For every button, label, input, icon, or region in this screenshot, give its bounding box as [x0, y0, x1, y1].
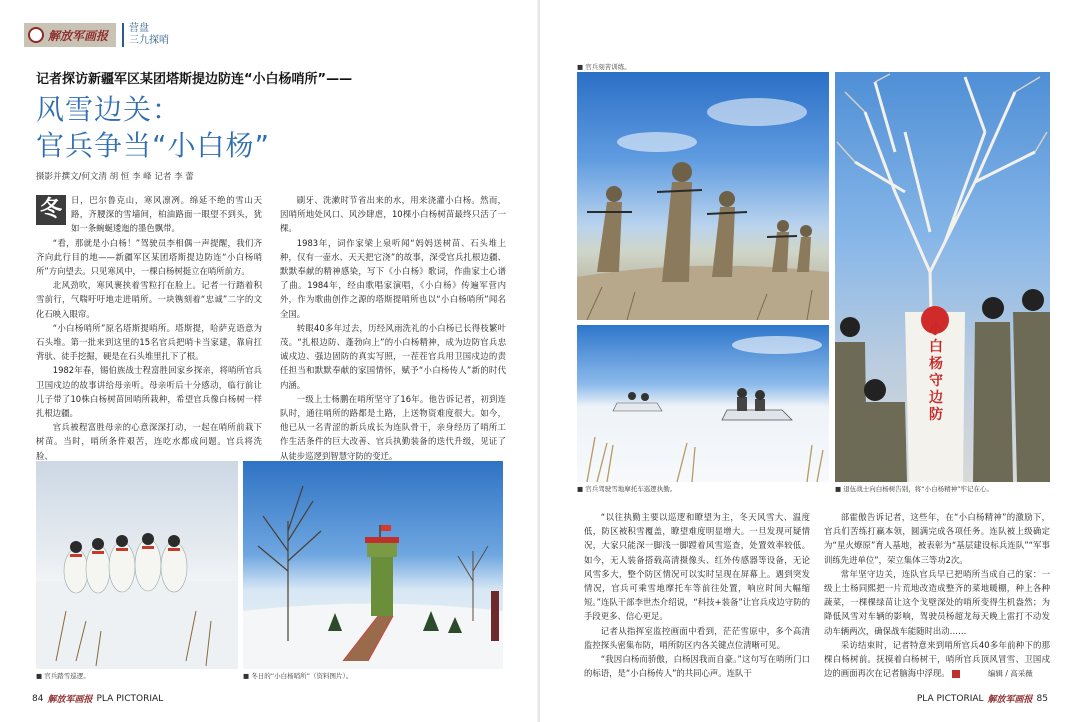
- end-mark-icon: [952, 670, 960, 678]
- photo-training: [577, 72, 829, 320]
- article-kicker: 记者探访新疆军区某团塔斯提边防连“小白杨哨所”——: [36, 72, 353, 87]
- caption-snowmobile: ■ 官兵驾驶雪地摩托车巡逻执勤。: [577, 485, 677, 493]
- photo-sentry-post: [243, 461, 503, 669]
- text-column-4: [824, 510, 1050, 680]
- patrol-illustration: [36, 461, 238, 669]
- body-paragraph: 北风劲吹，寒风裹挟着雪粒打在脸上。记者一行踏着积雪前行，气喘吁吁地走进哨所。一块镌刻着“忠诚”二字的文化石映入眼帘。: [36, 280, 262, 319]
- page-number-left: 84: [32, 693, 44, 704]
- body-paragraph: “我因白杨而骄傲，白杨因我而自豪。”这句写在哨所门口的标语，是“小白杨传人”的共同心声。连队干: [584, 654, 810, 679]
- folio-left: [32, 692, 163, 705]
- body-paragraph: 部霍傲告诉记者，这些年，在“小白杨精神”的激励下，官兵们苦练打赢本领，圆满完成各项任务。连队被上级确定为“星火燎原”育人基地，被表彰为“基层建设标兵连队”“军事训练先进单位”，荣立集体三等功2次。: [824, 512, 1050, 565]
- body-paragraph: 1983年，词作家梁上泉听闻“妈妈送树苗、石头堆上种，仅有一壶水、天天把它浇”的故事，深受官兵扎根边疆、默默奉献的精神感染，写下《小白杨》歌词，作曲家士心谱了曲。1984年，经由歌唱家演唱，《小白杨》传遍军营内外，作为歌曲创作之源的塔斯提哨所也以“小白杨哨所”闻名全国。: [280, 237, 506, 319]
- caption-training: ■ 官兵刻苦训练。: [577, 63, 631, 71]
- folio-brand-right: 解放军画报: [987, 695, 1033, 705]
- caption-patrol: ■ 官兵踏雪巡逻。: [36, 672, 90, 680]
- folio-right: [917, 692, 1048, 705]
- caption-tower: ■ 冬日的“小白杨哨所”（资料图片）。: [243, 672, 353, 680]
- emblem-icon: [28, 27, 44, 43]
- title-line-2: 官兵争当“小白杨”: [36, 129, 271, 162]
- body-paragraph: 转眼40多年过去，历经风雨洗礼的小白杨已长得枝繁叶茂。“扎根边防、蓬勃向上”的小白杨精神，成为边防官兵忠诚戍边、强边固防的真实写照，一茬茬官兵用卫国戍边的责任担当和默默奉献的家国情怀，赋予“小白杨传人”新的时代内涵。: [280, 322, 506, 390]
- caption-patrol-text: 官兵踏雪巡逻。: [44, 672, 90, 680]
- text-column-1: [36, 193, 262, 463]
- body-paragraph: 一级上士杨鹏在哨所坚守了16年。他告诉记者，初到连队时，通往哨所的路都是土路，上送物资难度很大。如今，他已从一名青涩的新兵成长为连队骨干，亲身经历了哨所工作生活条件的巨大改善、官兵执勤装备的迭代升级，见证了从徒步巡逻到智慧守防的变迁。: [280, 393, 506, 461]
- section-subname: 三九探哨: [129, 35, 169, 46]
- folio-brand-left: 解放军画报: [47, 695, 93, 705]
- photo-white-poplar: [835, 72, 1050, 482]
- drop-cap: 冬: [36, 195, 66, 225]
- snowmobile-illustration: [577, 325, 829, 482]
- body-paragraph: 1982年春，锡伯族战士程富胜回家乡探亲，将哨所官兵卫国戍边的故事讲给母亲听。母亲听后十分感动，临行前让儿子带了10株白杨树苗回哨所栽种，希望官兵像白杨树一样扎根边疆。: [36, 365, 262, 419]
- editor-credit: [988, 668, 1033, 679]
- caption-training-text: 官兵刻苦训练。: [585, 63, 631, 71]
- body-paragraph: 记者从指挥室监控画面中看到，茫茫雪原中，多个高清监控探头密集布防，哨所防区内各关键点位清晰可见。: [584, 625, 810, 650]
- training-illustration: [577, 72, 829, 320]
- tree-inscription: 小白杨守边防: [929, 322, 943, 423]
- body-paragraph: 刷牙、洗漱时节省出来的水，用来浇灌小白杨。然而，因哨所地处风口、风沙肆虐，10棵小白杨树苗最终只活了一棵。: [280, 195, 506, 234]
- body-paragraph: 官兵被程富胜母亲的心意深深打动，一起在哨所前栽下树苗。当时，哨所条件艰苦，连吃水都成问题。官兵将洗脸、: [36, 422, 262, 461]
- byline: 摄影并撰文/何文清 胡 恒 李 峰 记者 李 蕾: [36, 172, 194, 182]
- article-title: [36, 92, 270, 164]
- caption-snowmobile-text: 官兵驾驶雪地摩托车巡逻执勤。: [585, 485, 677, 493]
- body-paragraph: “小白杨哨所”原名塔斯提哨所。塔斯提，哈萨克语意为石头堆。第一批来到这里的15名官兵把哨卡当家建，靠肩扛背驮、徒手挖掘，硬是在石头堆里扎下了根。: [36, 322, 262, 362]
- editor-text: 编辑 / 高采薇: [988, 669, 1033, 678]
- title-line-1: 风雪边关：: [36, 93, 182, 126]
- caption-tree: ■ 退伍战士向白杨树告别，将“小白杨精神”牢记在心。: [835, 485, 993, 493]
- body-paragraph: “看，那就是小白杨！”驾驶员李相偶一声提醒，我们齐齐向此行目的地——新疆军区某团塔斯提边防连“小白杨哨所”方向望去。只见寒风中，一棵白杨树挺立在哨所前方。: [36, 237, 262, 277]
- folio-brand-en-left: PLA PICTORIAL: [96, 693, 164, 704]
- body-text-right: [584, 510, 1050, 680]
- page-number-right: 85: [1036, 693, 1048, 704]
- body-paragraph: 采访结束时，记者特意来到哨所官兵40多年前种下的那棵白杨树前。抚摸着白杨树干，哨所官兵顶风冒雪、卫国戍边的画面再次在记者脑海中浮现。: [824, 639, 1050, 679]
- section-name: 营盘: [129, 23, 149, 34]
- caption-tower-text: 冬日的“小白杨哨所”（资料图片）。: [251, 672, 353, 680]
- caption-tree-text: 退伍战士向白杨树告别，将“小白杨精神”牢记在心。: [843, 485, 993, 493]
- text-column-3: [584, 510, 810, 680]
- publication-logo: [24, 23, 116, 47]
- text-column-2: [280, 193, 506, 463]
- photo-patrol-in-snow: [36, 461, 238, 669]
- section-tag: [122, 23, 169, 47]
- body-paragraph: “以往执勤主要以巡逻和瞭望为主，冬天风雪大、温度低，防区被积雪覆盖，瞭望难度明显增大。一旦发现可疑情况，大家只能深一脚浅一脚蹚着风雪巡查，处置效率较低。如今，无人装备搭载高清摄像头、红外传感器等设备，无论风雪多大，整个防区情况可以实时呈现在屏幕上。遇到突发情况，官兵可乘雪地摩托车等前往处置，响应时间大幅缩短。”连队干部李世杰介绍说，“科技+装备”让官兵戍边守防的手段更多、信心更足。: [584, 512, 810, 622]
- logo-text: 解放军画报: [48, 28, 109, 43]
- sentry-post-illustration: [243, 461, 503, 669]
- photo-snowmobile-patrol: [577, 325, 829, 482]
- body-paragraph: 冬 日，巴尔鲁克山，寒风凛冽。绵延不绝的雪山天路，齐腰深的雪墙间，柏油路面一眼望不到头，犹如一条蜿蜒逶迤的墨色飘带。: [36, 193, 262, 236]
- folio-brand-en-right: PLA PICTORIAL: [916, 693, 984, 704]
- body-text-left: [36, 193, 506, 463]
- body-paragraph: 常年坚守边关，连队官兵早已把哨所当成自己的家：一级上士杨同熙把一片荒地改造成整齐的菜地暖棚，种上各种蔬菜，一棵棵绿苗让这个戈壁深处的哨所变得生机盎然；为降低风雪对车辆的影响，驾驶员杨超龙每天晚上雷打不动发动车辆两次，确保战车能随时出动……: [824, 568, 1050, 636]
- masthead: [24, 22, 169, 48]
